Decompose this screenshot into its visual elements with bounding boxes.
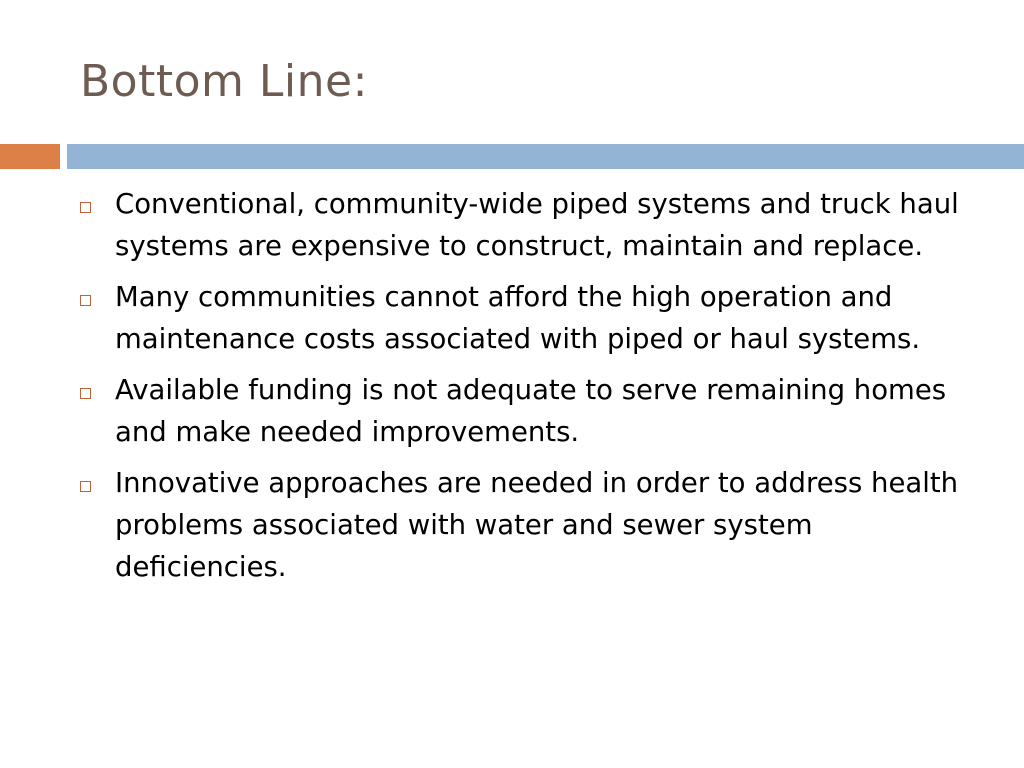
- bullet-text: Innovative approaches are needed in order to address health problems associated with water and sewer system deficiencies.: [115, 467, 959, 583]
- bullet-text: Many communities cannot afford the high operation and maintenance costs associated with piped or haul systems.: [115, 281, 921, 355]
- slide-title: Bottom Line:: [80, 56, 368, 107]
- bullet-text: Available funding is not adequate to serve remaining homes and make needed improvements.: [115, 374, 947, 448]
- hollow-square-bullet-icon: [80, 481, 91, 492]
- list-item: [80, 183, 980, 267]
- bullet-text: Conventional, community-wide piped systems and truck haul systems are expensive to construct, maintain and replace.: [115, 188, 959, 262]
- hollow-square-bullet-icon: [80, 388, 91, 399]
- list-item: [80, 369, 980, 453]
- title-accent-bar: [0, 144, 60, 169]
- bullet-list: [80, 183, 980, 597]
- hollow-square-bullet-icon: [80, 295, 91, 306]
- title-divider-bar: [67, 144, 1024, 169]
- hollow-square-bullet-icon: [80, 202, 91, 213]
- list-item: [80, 276, 980, 360]
- list-item: [80, 462, 980, 588]
